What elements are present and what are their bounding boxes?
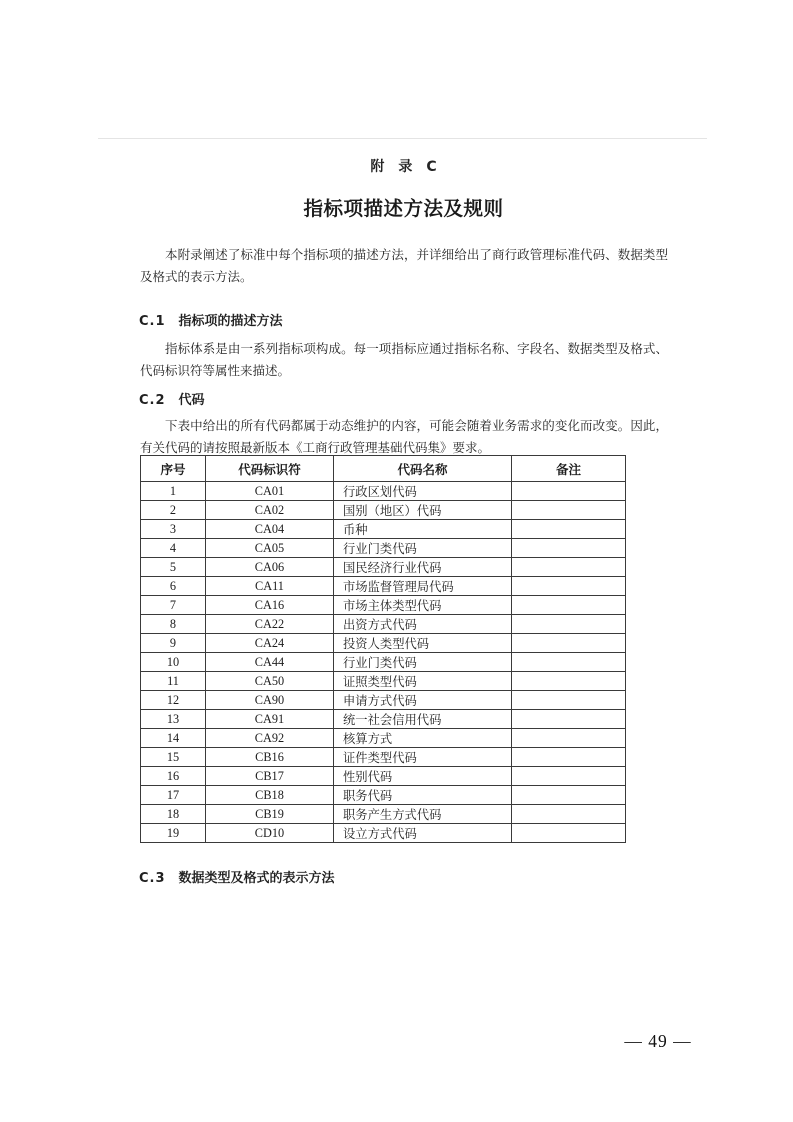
section-heading-c2	[139, 389, 205, 408]
section-title-c2: 代码	[178, 393, 205, 408]
table-cell: CA92	[206, 729, 334, 748]
table-cell	[512, 520, 626, 539]
appendix-label: 附 录 C	[370, 159, 437, 175]
table-row	[141, 710, 626, 729]
intro-paragraph: 本附录阐述了标准中每个指标项的描述方法，并详细给出了商行政管理标准代码、数据类型及格式的表示方法。	[140, 248, 668, 284]
table-cell: 19	[141, 824, 206, 843]
table-row	[141, 672, 626, 691]
table-cell: 17	[141, 786, 206, 805]
code-table	[140, 455, 626, 843]
table-cell: 国民经济行业代码	[334, 558, 512, 577]
section-c1-paragraph: 指标体系是由一系列指标项构成。每一项指标应通过指标名称、字段名、数据类型及格式、代码标识符等属性来描述。	[140, 342, 668, 378]
table-cell: 统一社会信用代码	[334, 710, 512, 729]
table-cell: CA50	[206, 672, 334, 691]
section-heading-c3	[139, 867, 335, 886]
table-cell	[512, 634, 626, 653]
table-cell: 申请方式代码	[334, 691, 512, 710]
table-cell	[512, 748, 626, 767]
table-cell: 设立方式代码	[334, 824, 512, 843]
table-row	[141, 596, 626, 615]
table-cell: 国别（地区）代码	[334, 501, 512, 520]
section-number-c3: C.3	[139, 871, 166, 886]
table-row	[141, 501, 626, 520]
table-cell: 性别代码	[334, 767, 512, 786]
table-cell: 证照类型代码	[334, 672, 512, 691]
table-cell: 币种	[334, 520, 512, 539]
table-cell: CB17	[206, 767, 334, 786]
table-cell: 行政区划代码	[334, 482, 512, 501]
table-cell: CA16	[206, 596, 334, 615]
table-cell: 3	[141, 520, 206, 539]
table-cell	[512, 482, 626, 501]
table-cell: 投资人类型代码	[334, 634, 512, 653]
table-cell	[512, 672, 626, 691]
table-cell: 6	[141, 577, 206, 596]
table-row	[141, 824, 626, 843]
table-cell: 证件类型代码	[334, 748, 512, 767]
table-cell: CA24	[206, 634, 334, 653]
table-cell: 7	[141, 596, 206, 615]
table-row	[141, 482, 626, 501]
table-row	[141, 634, 626, 653]
table-cell: 13	[141, 710, 206, 729]
table-cell: CB16	[206, 748, 334, 767]
table-cell: 14	[141, 729, 206, 748]
table-header-code: 代码标识符	[206, 456, 334, 482]
table-cell: 4	[141, 539, 206, 558]
table-row	[141, 805, 626, 824]
table-cell: CA11	[206, 577, 334, 596]
table-cell: CA44	[206, 653, 334, 672]
table-cell: 行业门类代码	[334, 539, 512, 558]
table-cell	[512, 767, 626, 786]
table-cell: 核算方式	[334, 729, 512, 748]
table-cell	[512, 615, 626, 634]
table-cell	[512, 710, 626, 729]
table-cell: CA05	[206, 539, 334, 558]
table-cell: CA04	[206, 520, 334, 539]
table-cell: CA01	[206, 482, 334, 501]
table-row	[141, 539, 626, 558]
table-header-remark: 备注	[512, 456, 626, 482]
section-title-c3: 数据类型及格式的表示方法	[178, 871, 335, 886]
table-row	[141, 748, 626, 767]
table-cell: 9	[141, 634, 206, 653]
table-cell: 18	[141, 805, 206, 824]
table-cell: 2	[141, 501, 206, 520]
table-cell	[512, 805, 626, 824]
table-cell: 出资方式代码	[334, 615, 512, 634]
table-row	[141, 615, 626, 634]
table-cell: CA06	[206, 558, 334, 577]
code-table-body	[141, 482, 626, 843]
table-cell: 8	[141, 615, 206, 634]
table-cell: CA02	[206, 501, 334, 520]
section-title-c1: 指标项的描述方法	[178, 314, 283, 329]
section-number-c2: C.2	[139, 393, 166, 408]
table-cell	[512, 824, 626, 843]
table-cell: 5	[141, 558, 206, 577]
section-number-c1: C.1	[139, 314, 166, 329]
table-row	[141, 786, 626, 805]
table-cell	[512, 691, 626, 710]
table-cell: CB18	[206, 786, 334, 805]
table-row	[141, 577, 626, 596]
table-cell: 11	[141, 672, 206, 691]
table-row	[141, 653, 626, 672]
table-cell: 市场主体类型代码	[334, 596, 512, 615]
table-cell: 市场监督管理局代码	[334, 577, 512, 596]
page-title: 指标项描述方法及规则	[303, 197, 504, 220]
table-cell: 职务产生方式代码	[334, 805, 512, 824]
page-number: — 49 —	[624, 1031, 692, 1051]
section-c2-paragraph: 下表中给出的所有代码都属于动态维护的内容，可能会随着业务需求的变化而改变。因此，有关代码的请按照最新版本《工商行政管理基础代码集》要求。	[140, 419, 668, 455]
table-row	[141, 520, 626, 539]
table-cell: CA90	[206, 691, 334, 710]
table-cell	[512, 786, 626, 805]
table-header-seq: 序号	[141, 456, 206, 482]
table-row	[141, 558, 626, 577]
table-cell	[512, 729, 626, 748]
page-edge-line	[98, 138, 707, 139]
table-cell: CA22	[206, 615, 334, 634]
table-cell	[512, 577, 626, 596]
table-cell: 职务代码	[334, 786, 512, 805]
table-cell: CB19	[206, 805, 334, 824]
table-cell: 16	[141, 767, 206, 786]
table-cell: CD10	[206, 824, 334, 843]
table-cell: CA91	[206, 710, 334, 729]
table-cell: 10	[141, 653, 206, 672]
table-cell: 12	[141, 691, 206, 710]
table-cell: 15	[141, 748, 206, 767]
table-row	[141, 767, 626, 786]
table-cell: 1	[141, 482, 206, 501]
table-header-row	[141, 456, 626, 482]
table-cell	[512, 501, 626, 520]
table-cell: 行业门类代码	[334, 653, 512, 672]
table-cell	[512, 539, 626, 558]
table-cell	[512, 653, 626, 672]
table-cell	[512, 558, 626, 577]
table-cell	[512, 596, 626, 615]
table-row	[141, 729, 626, 748]
table-row	[141, 691, 626, 710]
table-header-name: 代码名称	[334, 456, 512, 482]
section-heading-c1	[139, 310, 283, 329]
